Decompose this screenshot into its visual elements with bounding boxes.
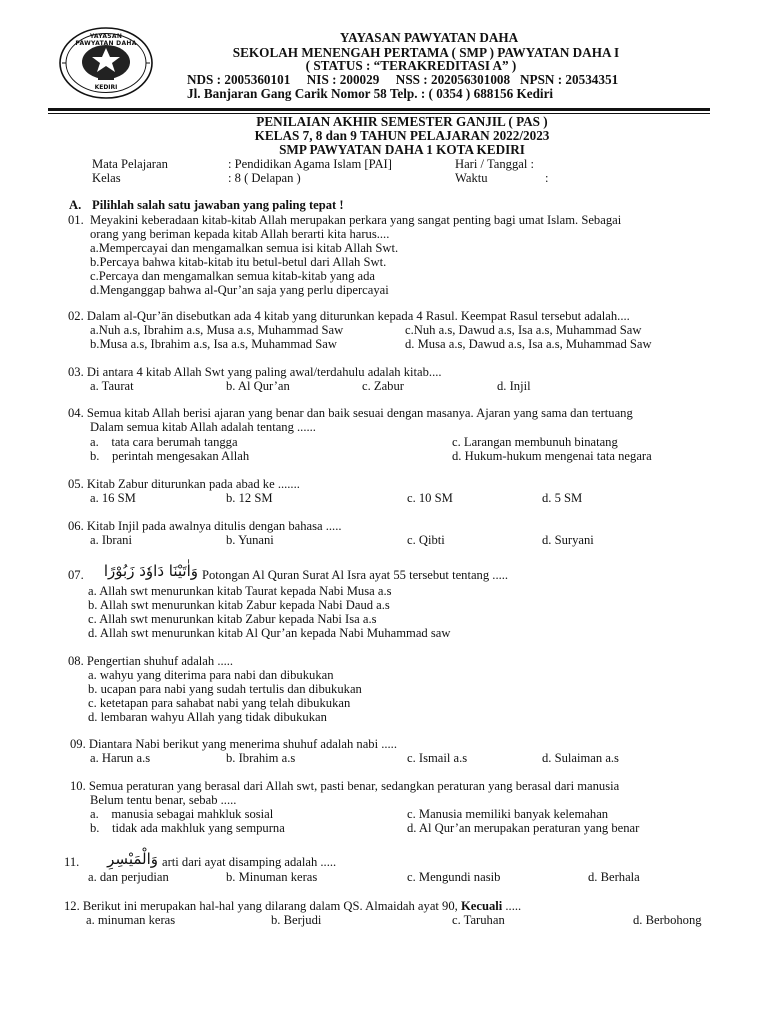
- q11-arabic-word: وَالْمَيْسِرِ: [107, 850, 158, 868]
- q03-option-b: b. Al Qur’an: [226, 379, 290, 393]
- school-ids: NDS : 2005360101 NIS : 200029 NSS : 202056301008 NPSN : 20534351: [187, 72, 619, 87]
- q04-option-c: c. Larangan membunuh binatang: [452, 435, 618, 449]
- q07-option-d: d. Allah swt menurunkan kitab Al Qur’an kepada Nabi Muhammad saw: [88, 626, 451, 640]
- day-label: Hari / Tanggal :: [455, 157, 534, 171]
- q08-option-c: c. ketetapan para sahabat nabi yang telah dibukukan: [88, 696, 351, 710]
- school-address: Jl. Banjaran Gang Carik Nomor 58 Telp. : ( 0354 ) 688156 Kediri: [187, 86, 554, 101]
- q11-text: arti dari ayat disamping adalah .....: [162, 855, 337, 869]
- q01-text: Meyakini keberadaan kitab-kitab Allah merupakan perkara yang sangat penting bagi umat Islam. Sebagai: [90, 213, 622, 227]
- q11-option-a: a. dan perjudian: [88, 870, 169, 884]
- q06-option-d: d. Suryani: [542, 533, 594, 547]
- q02-option-c: c.Nuh a.s, Dawud a.s, Isa a.s, Muhammad Saw: [405, 323, 642, 337]
- q09-option-d: d. Sulaiman a.s: [542, 751, 619, 765]
- q12-text-tail: .....: [505, 899, 522, 913]
- q04-option-d: d. Hukum-hukum mengenai tata negara: [452, 449, 652, 463]
- time-colon: :: [545, 171, 549, 185]
- q07-option-a: a. Allah swt menurunkan kitab Taurat kepada Nabi Musa a.s: [88, 584, 392, 598]
- q04-option-a: a. tata cara berumah tangga: [90, 435, 238, 449]
- q02-option-b: b.Musa a.s, Ibrahim a.s, Isa a.s, Muhammad Saw: [90, 337, 337, 351]
- q06-option-b: b. Yunani: [226, 533, 274, 547]
- q11-option-b: b. Minuman keras: [226, 870, 318, 884]
- q12-option-c: c. Taruhan: [452, 913, 505, 927]
- q07-arabic-verse: وَاٰتَيْنَا دَاوٗدَ زَبُوْرًا: [103, 562, 198, 580]
- time-label: Waktu: [455, 171, 488, 185]
- q10-text-cont: Belum tentu benar, sebab .....: [90, 793, 237, 807]
- q05-option-c: c. 10 SM: [407, 491, 453, 505]
- foundation-name: YAYASAN PAWYATAN DAHA: [339, 30, 519, 45]
- q04-text: 04. Semua kitab Allah berisi ajaran yang benar dan baik sesuai dengan masanya. Ajaran yang sama dan tertuang: [68, 406, 633, 420]
- q04-option-b: b. perintah mengesakan Allah: [90, 449, 250, 463]
- q01-number: 01.: [68, 213, 84, 227]
- q08-text: 08. Pengertian shuhuf adalah .....: [68, 654, 234, 668]
- q06-text: 06. Kitab Injil pada awalnya ditulis dengan bahasa .....: [68, 519, 342, 533]
- q09-text: 09. Diantara Nabi berikut yang menerima shuhuf adalah nabi .....: [70, 737, 397, 751]
- q11-number: 11.: [64, 855, 80, 869]
- q08-option-b: b. ucapan para nabi yang sudah tertulis dan dibukukan: [88, 682, 362, 696]
- q07-option-b: b. Allah swt menurunkan kitab Zabur kepada Nabi Daud a.s: [88, 598, 390, 612]
- subject-value: : Pendidikan Agama Islam [PAI]: [228, 157, 392, 171]
- q12-option-a: a. minuman keras: [86, 913, 176, 927]
- q11-option-c: c. Mengundi nasib: [407, 870, 501, 884]
- q03-text: 03. Di antara 4 kitab Allah Swt yang paling awal/terdahulu adalah kitab....: [68, 365, 442, 379]
- q03-option-c: c. Zabur: [362, 379, 404, 393]
- subject-label: Mata Pelajaran: [92, 157, 168, 171]
- q05-option-d: d. 5 SM: [542, 491, 583, 505]
- q11-option-d: d. Berhala: [588, 870, 640, 884]
- q09-option-b: b. Ibrahim a.s: [226, 751, 296, 765]
- section-letter: A.: [69, 198, 82, 212]
- q07-option-c: c. Allah swt menurunkan kitab Zabur kepada Nabi Isa a.s: [88, 612, 377, 626]
- logo-bottom-text: KEDIRI: [94, 84, 118, 91]
- q02-option-a: a.Nuh a.s, Ibrahim a.s, Musa a.s, Muhammad Saw: [90, 323, 344, 337]
- logo-top-text: YAYASAN PAWYATAN DAHA: [75, 33, 137, 47]
- accreditation-status: ( STATUS : “TERAKREDITASI A” ): [305, 58, 517, 73]
- q02-option-d: d. Musa a.s, Dawud a.s, Isa a.s, Muhammad Saw: [405, 337, 652, 351]
- exam-classes: KELAS 7, 8 dan 9 TAHUN PELAJARAN 2022/2023: [254, 128, 550, 143]
- q01-option-b: b.Percaya bahwa kitab-kitab itu betul-betul dari Allah Swt.: [90, 255, 387, 269]
- q08-option-a: a. wahyu yang diterima para nabi dan dibukukan: [88, 668, 334, 682]
- class-value: : 8 ( Delapan ): [228, 171, 301, 185]
- q03-option-d: d. Injil: [497, 379, 531, 393]
- q01-text-cont: orang yang beriman kepada kitab Allah berarti kita harus....: [90, 227, 390, 241]
- exam-title: PENILAIAN AKHIR SEMESTER GANJIL ( PAS ): [256, 114, 548, 129]
- q07-number: 07.: [68, 568, 84, 582]
- q01-option-c: c.Percaya dan mengamalkan semua kitab-kitab yang ada: [90, 269, 375, 283]
- q12-option-d: d. Berbohong: [633, 913, 702, 927]
- q12-option-b: b. Berjudi: [271, 913, 322, 927]
- q10-option-b: b. tidak ada makhluk yang sempurna: [90, 821, 285, 835]
- q05-option-b: b. 12 SM: [226, 491, 273, 505]
- q07-text: Potongan Al Quran Surat Al Isra ayat 55 tersebut tentang .....: [202, 568, 509, 582]
- q02-text: 02. Dalam al-Qur’ān disebutkan ada 4 kitab yang diturunkan kepada 4 Rasul. Keempat Rasul tersebut adalah....: [68, 309, 630, 323]
- q06-option-c: c. Qibti: [407, 533, 445, 547]
- q05-text: 05. Kitab Zabur diturunkan pada abad ke .......: [68, 477, 300, 491]
- school-name: SEKOLAH MENENGAH PERTAMA ( SMP ) PAWYATAN DAHA I: [232, 45, 620, 60]
- q09-option-c: c. Ismail a.s: [407, 751, 468, 765]
- section-instruction: Pilihlah salah satu jawaban yang paling tepat !: [92, 198, 344, 212]
- q09-option-a: a. Harun a.s: [90, 751, 151, 765]
- q12-text-emphasis: Kecuali: [460, 899, 503, 913]
- q08-option-d: d. lembaran wahyu Allah yang tidak dibukukan: [88, 710, 327, 724]
- exam-school: SMP PAWYATAN DAHA 1 KOTA KEDIRI: [279, 142, 525, 157]
- q10-text: 10. Semua peraturan yang berasal dari Allah swt, pasti benar, sedangkan peraturan yang berasal dari manusia: [70, 779, 620, 793]
- q01-option-a: a.Mempercayai dan mengamalkan semua isi kitab Allah Swt.: [90, 241, 399, 255]
- q06-option-a: a. Ibrani: [90, 533, 132, 547]
- q03-option-a: a. Taurat: [90, 379, 134, 393]
- q12-text-main: 12. Berikut ini merupakan hal-hal yang dilarang dalam QS. Almaidah ayat 90,: [64, 899, 458, 913]
- q10-option-d: d. Al Qur’an merupakan peraturan yang benar: [407, 821, 640, 835]
- class-label: Kelas: [92, 171, 121, 185]
- q05-option-a: a. 16 SM: [90, 491, 136, 505]
- letterhead-divider: [48, 108, 710, 111]
- q01-option-d: d.Menganggap bahwa al-Qur’an saja yang perlu dipercayai: [90, 283, 389, 297]
- q10-option-c: c. Manusia memiliki banyak kelemahan: [407, 807, 609, 821]
- q04-text-cont: Dalam semua kitab Allah adalah tentang ......: [90, 420, 316, 434]
- q10-option-a: a. manusia sebagai mahkluk sosial: [90, 807, 274, 821]
- q12-text: [64, 899, 521, 914]
